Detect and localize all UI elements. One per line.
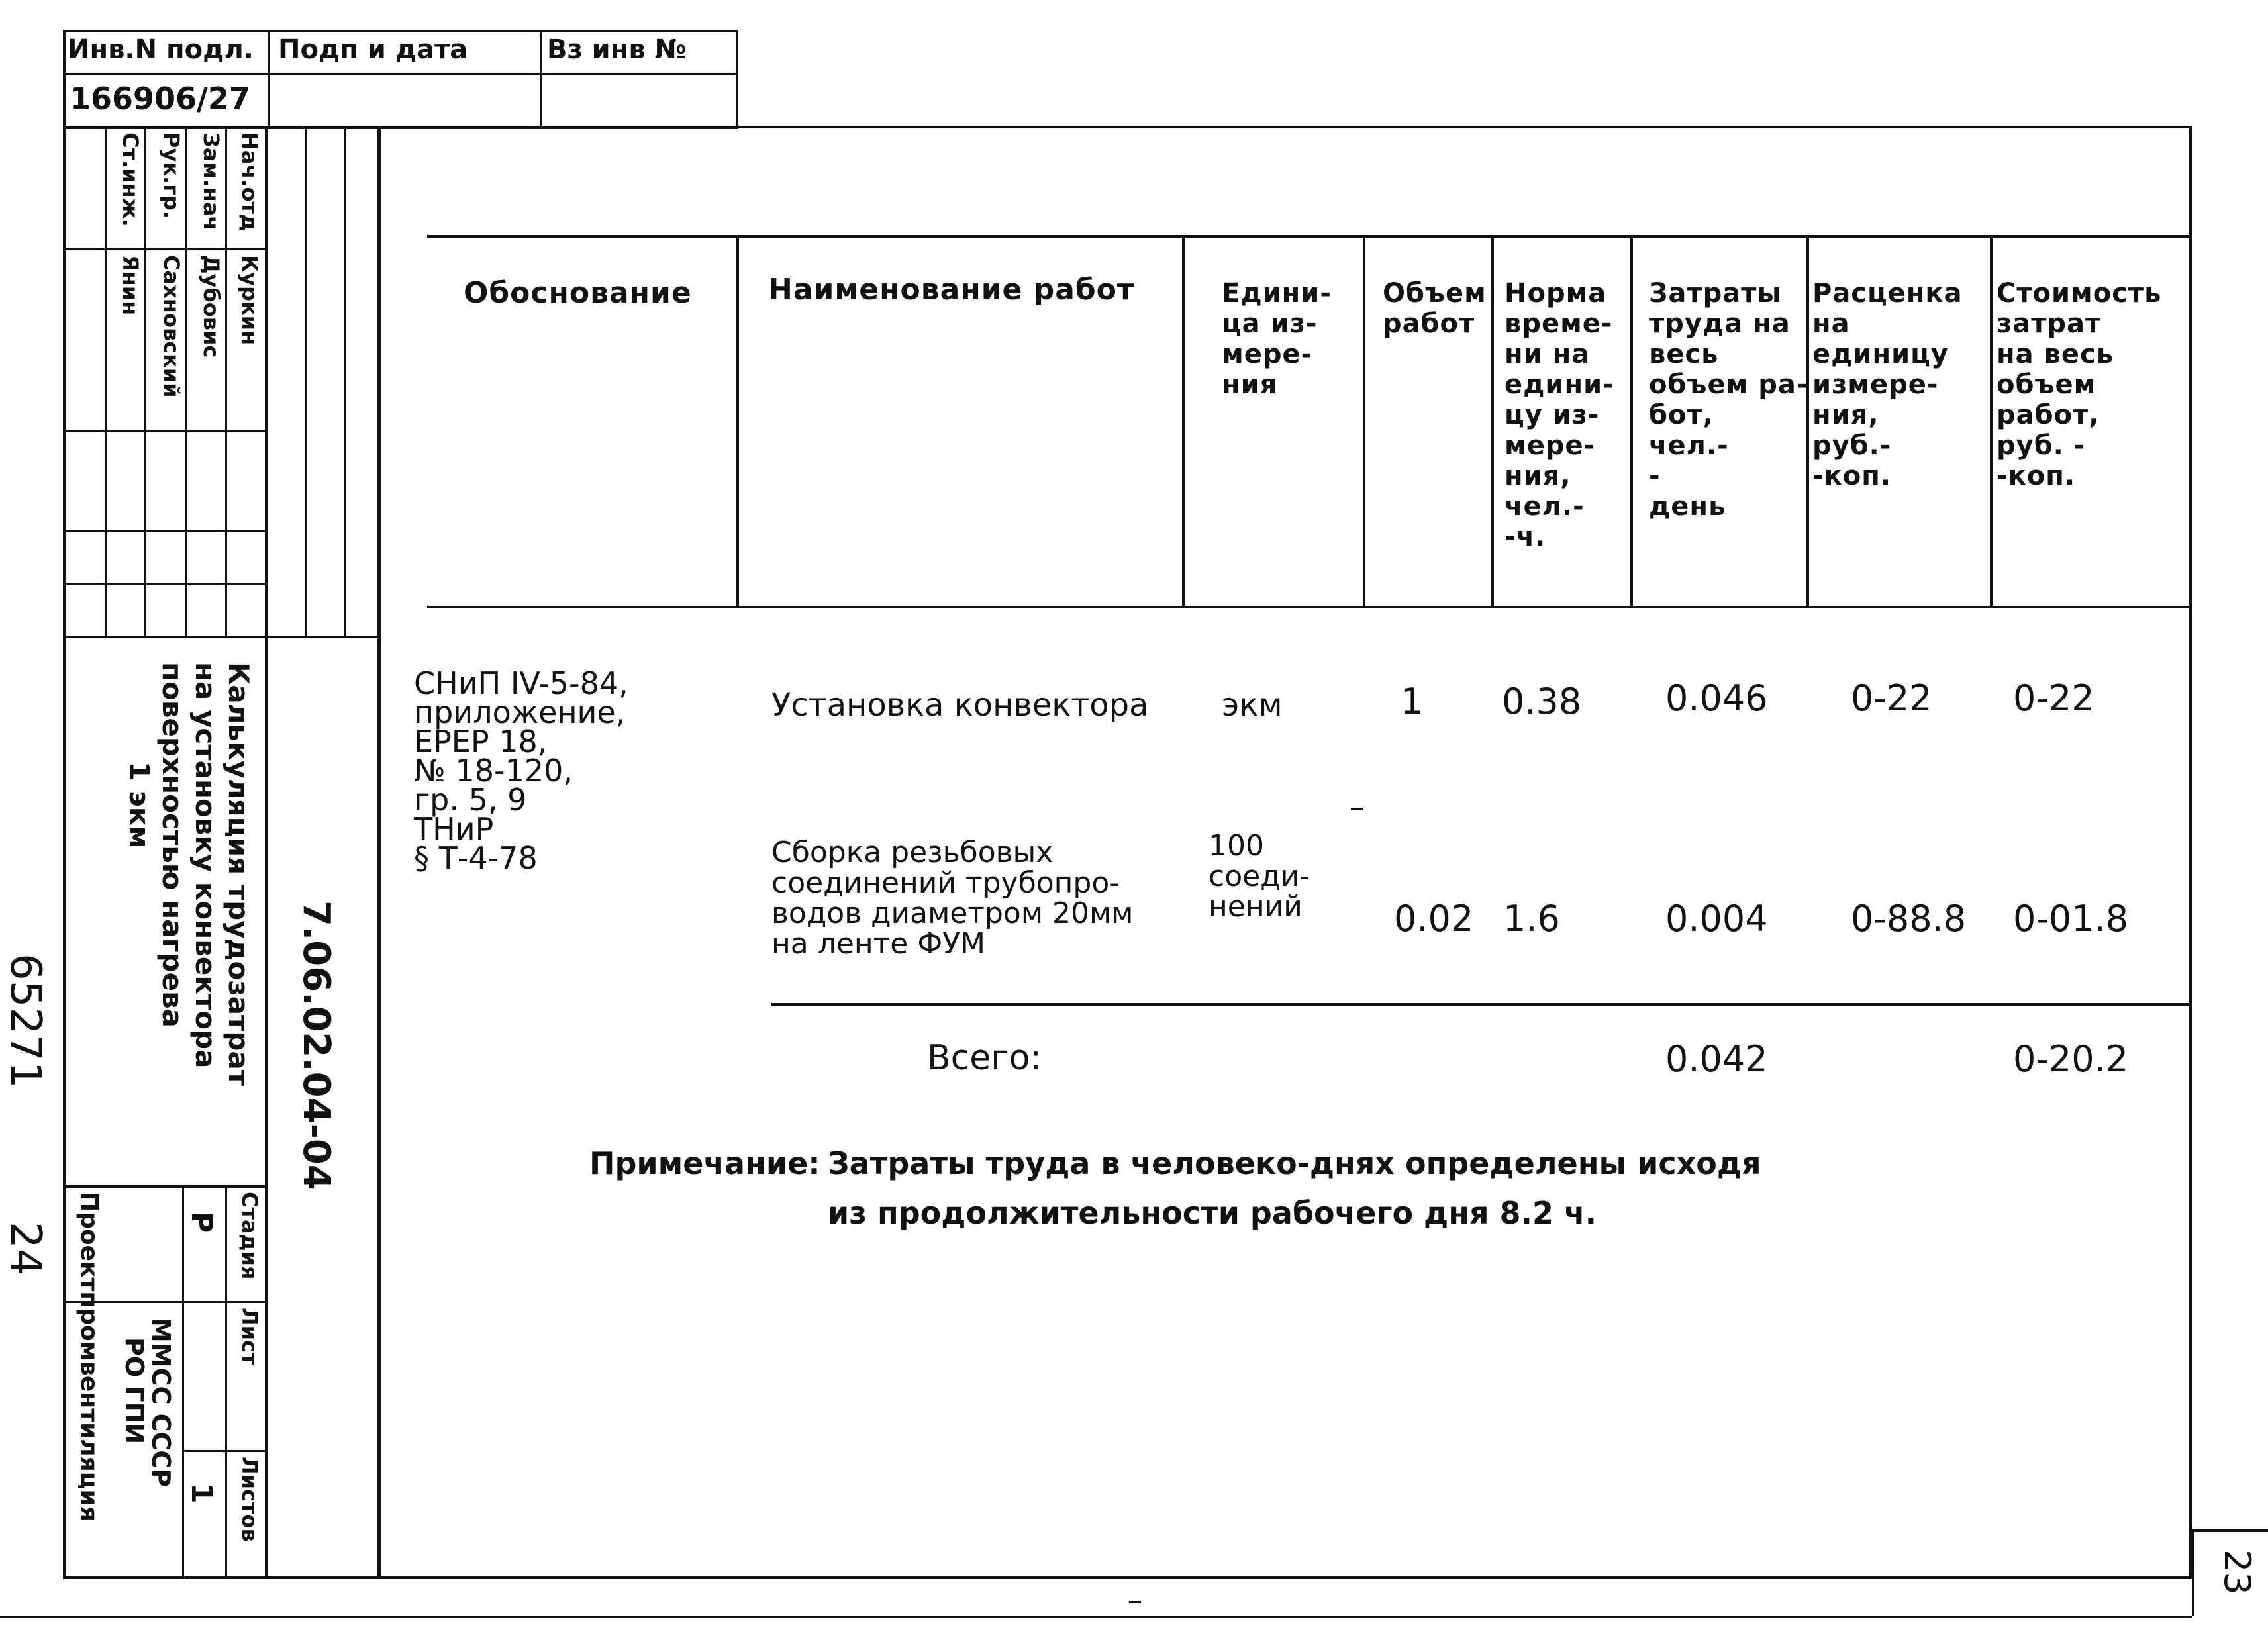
name-4: Янин <box>118 255 143 316</box>
header-norm: Норма време- ни на едини- цу из- мере- ния, чел.- -ч. <box>1504 278 1614 552</box>
row1-name: Установка конвектора <box>771 687 1149 724</box>
bottom-mark <box>1129 1601 1141 1603</box>
stamp-top-divider <box>63 73 738 75</box>
header-unit: Едини- ца из- мере- ния <box>1222 278 1332 400</box>
row1-rate: 0-22 <box>1851 677 1932 719</box>
header-labor: Затраты труда на весь объем ра- бот, чел.- - день <box>1649 278 1808 522</box>
total-label: Всего: <box>927 1038 1042 1078</box>
row2-cost: 0-01.8 <box>2013 898 2129 940</box>
strip-divider <box>144 126 146 636</box>
org-3: Проектпромвентиляция <box>75 1192 103 1521</box>
strip-divider <box>185 126 187 636</box>
strip-divider <box>182 1185 184 1579</box>
table-col-divider <box>1491 235 1494 608</box>
inv-label: Инв.N подл. <box>68 34 254 65</box>
header-volume: Объем работ <box>1383 278 1487 339</box>
total-labor: 0.042 <box>1665 1038 1768 1080</box>
stage-value: Р <box>185 1212 219 1233</box>
name-1: Куркин <box>237 255 262 346</box>
table-col-divider <box>1363 235 1365 608</box>
strip-hdivider <box>63 583 265 585</box>
strip-hdivider <box>63 636 381 638</box>
note-line-1: Затраты труда в человеко-днях определены исходя <box>828 1145 1761 1181</box>
table-col-divider <box>1990 235 1993 608</box>
strip-hdivider <box>63 248 265 250</box>
dash-mark <box>1351 808 1363 810</box>
row1-norm: 0.38 <box>1502 681 1582 722</box>
header-name: Наименование работ <box>768 273 1135 307</box>
sheets-value: 1 <box>185 1483 219 1504</box>
stamp-title-2: на установку конвектора <box>189 662 222 1069</box>
total-cost: 0-20.2 <box>2013 1038 2129 1080</box>
sheet-label: Лист <box>237 1308 262 1365</box>
row2-rate: 0-88.8 <box>1851 898 1967 940</box>
row1-labor: 0.046 <box>1665 677 1768 719</box>
stamp-col-divider <box>268 30 270 129</box>
name-3: Сахновский <box>159 255 184 398</box>
row2-norm: 1.6 <box>1503 898 1560 940</box>
vz-label: Вз инв № <box>547 34 687 65</box>
header-rate: Расценка на единицу измере- ния, руб.- -коп. <box>1812 278 1963 491</box>
role-1: Нач.отд <box>237 132 262 231</box>
row1-volume: 1 <box>1401 681 1424 722</box>
role-3: Рук.гр. <box>159 132 184 218</box>
side-number-2: 24 <box>1 1222 50 1276</box>
side-number-1: 65271 <box>1 953 50 1088</box>
sign-label: Подп и дата <box>278 34 468 65</box>
strip-divider <box>265 126 268 1579</box>
basis-text: СНиП IV-5-84, приложение, ЕРЕР 18, № 18-120, гр. 5, 9 ТНиР § Т-4-78 <box>414 665 628 876</box>
note-label: Примечание: <box>589 1145 820 1181</box>
page-box-top <box>2192 1529 2268 1532</box>
strip-divider <box>225 1185 227 1579</box>
inv-number: 166906/27 <box>70 81 250 117</box>
stamp-title-1: Калькуляция трудозатрат <box>222 662 255 1087</box>
stage-label: Стадия <box>237 1192 262 1280</box>
row2-unit: 100 соеди- нений <box>1208 829 1310 924</box>
table-header-rule <box>427 606 2192 608</box>
header-cost: Стоимость затрат на весь объем работ, руб. - -коп. <box>1997 278 2162 491</box>
stamp-title-4: 1 экм <box>123 761 156 849</box>
row1-unit: экм <box>1222 687 1283 724</box>
strip-divider <box>225 126 227 636</box>
table-top-rule <box>427 235 2192 238</box>
strip-hdivider <box>63 1185 265 1188</box>
row2-name: Сборка резьбовых соединений трубопро- водов диаметром 20мм на ленте ФУМ <box>771 836 1134 961</box>
strip-divider <box>105 126 107 636</box>
table-col-divider <box>1182 235 1185 608</box>
page-number: 23 <box>2216 1549 2258 1595</box>
org-2: РО ГПИ <box>120 1337 149 1445</box>
strip-divider <box>305 126 307 636</box>
row1-cost: 0-22 <box>2013 677 2095 719</box>
bottom-rule <box>0 1616 2192 1618</box>
name-2: Дубовис <box>199 255 224 358</box>
note-line-2: из продолжительности рабочего дня 8.2 ч. <box>828 1195 1597 1231</box>
strip-hdivider <box>63 530 265 532</box>
page-box-left <box>2192 1529 2194 1616</box>
row2-volume: 0.02 <box>1394 898 1474 940</box>
org-1: ММСС СССР <box>146 1318 175 1488</box>
doc-code: 7.06.02.04-04 <box>295 900 338 1190</box>
table-col-divider <box>1630 235 1633 608</box>
role-2: Зам.нач <box>199 132 224 231</box>
row2-labor: 0.004 <box>1665 898 1768 940</box>
stamp-title-3: поверхностью нагрева <box>156 662 189 1028</box>
strip-divider <box>344 126 346 636</box>
role-4: Ст.инж. <box>118 132 143 227</box>
header-basis: Обоснование <box>464 276 692 310</box>
table-total-rule <box>771 1003 2192 1006</box>
table-col-divider <box>736 235 739 608</box>
sheets-label: Листов <box>237 1457 262 1542</box>
stamp-col-divider <box>540 30 542 129</box>
strip-hdivider <box>184 1450 265 1452</box>
strip-hdivider <box>63 430 265 432</box>
